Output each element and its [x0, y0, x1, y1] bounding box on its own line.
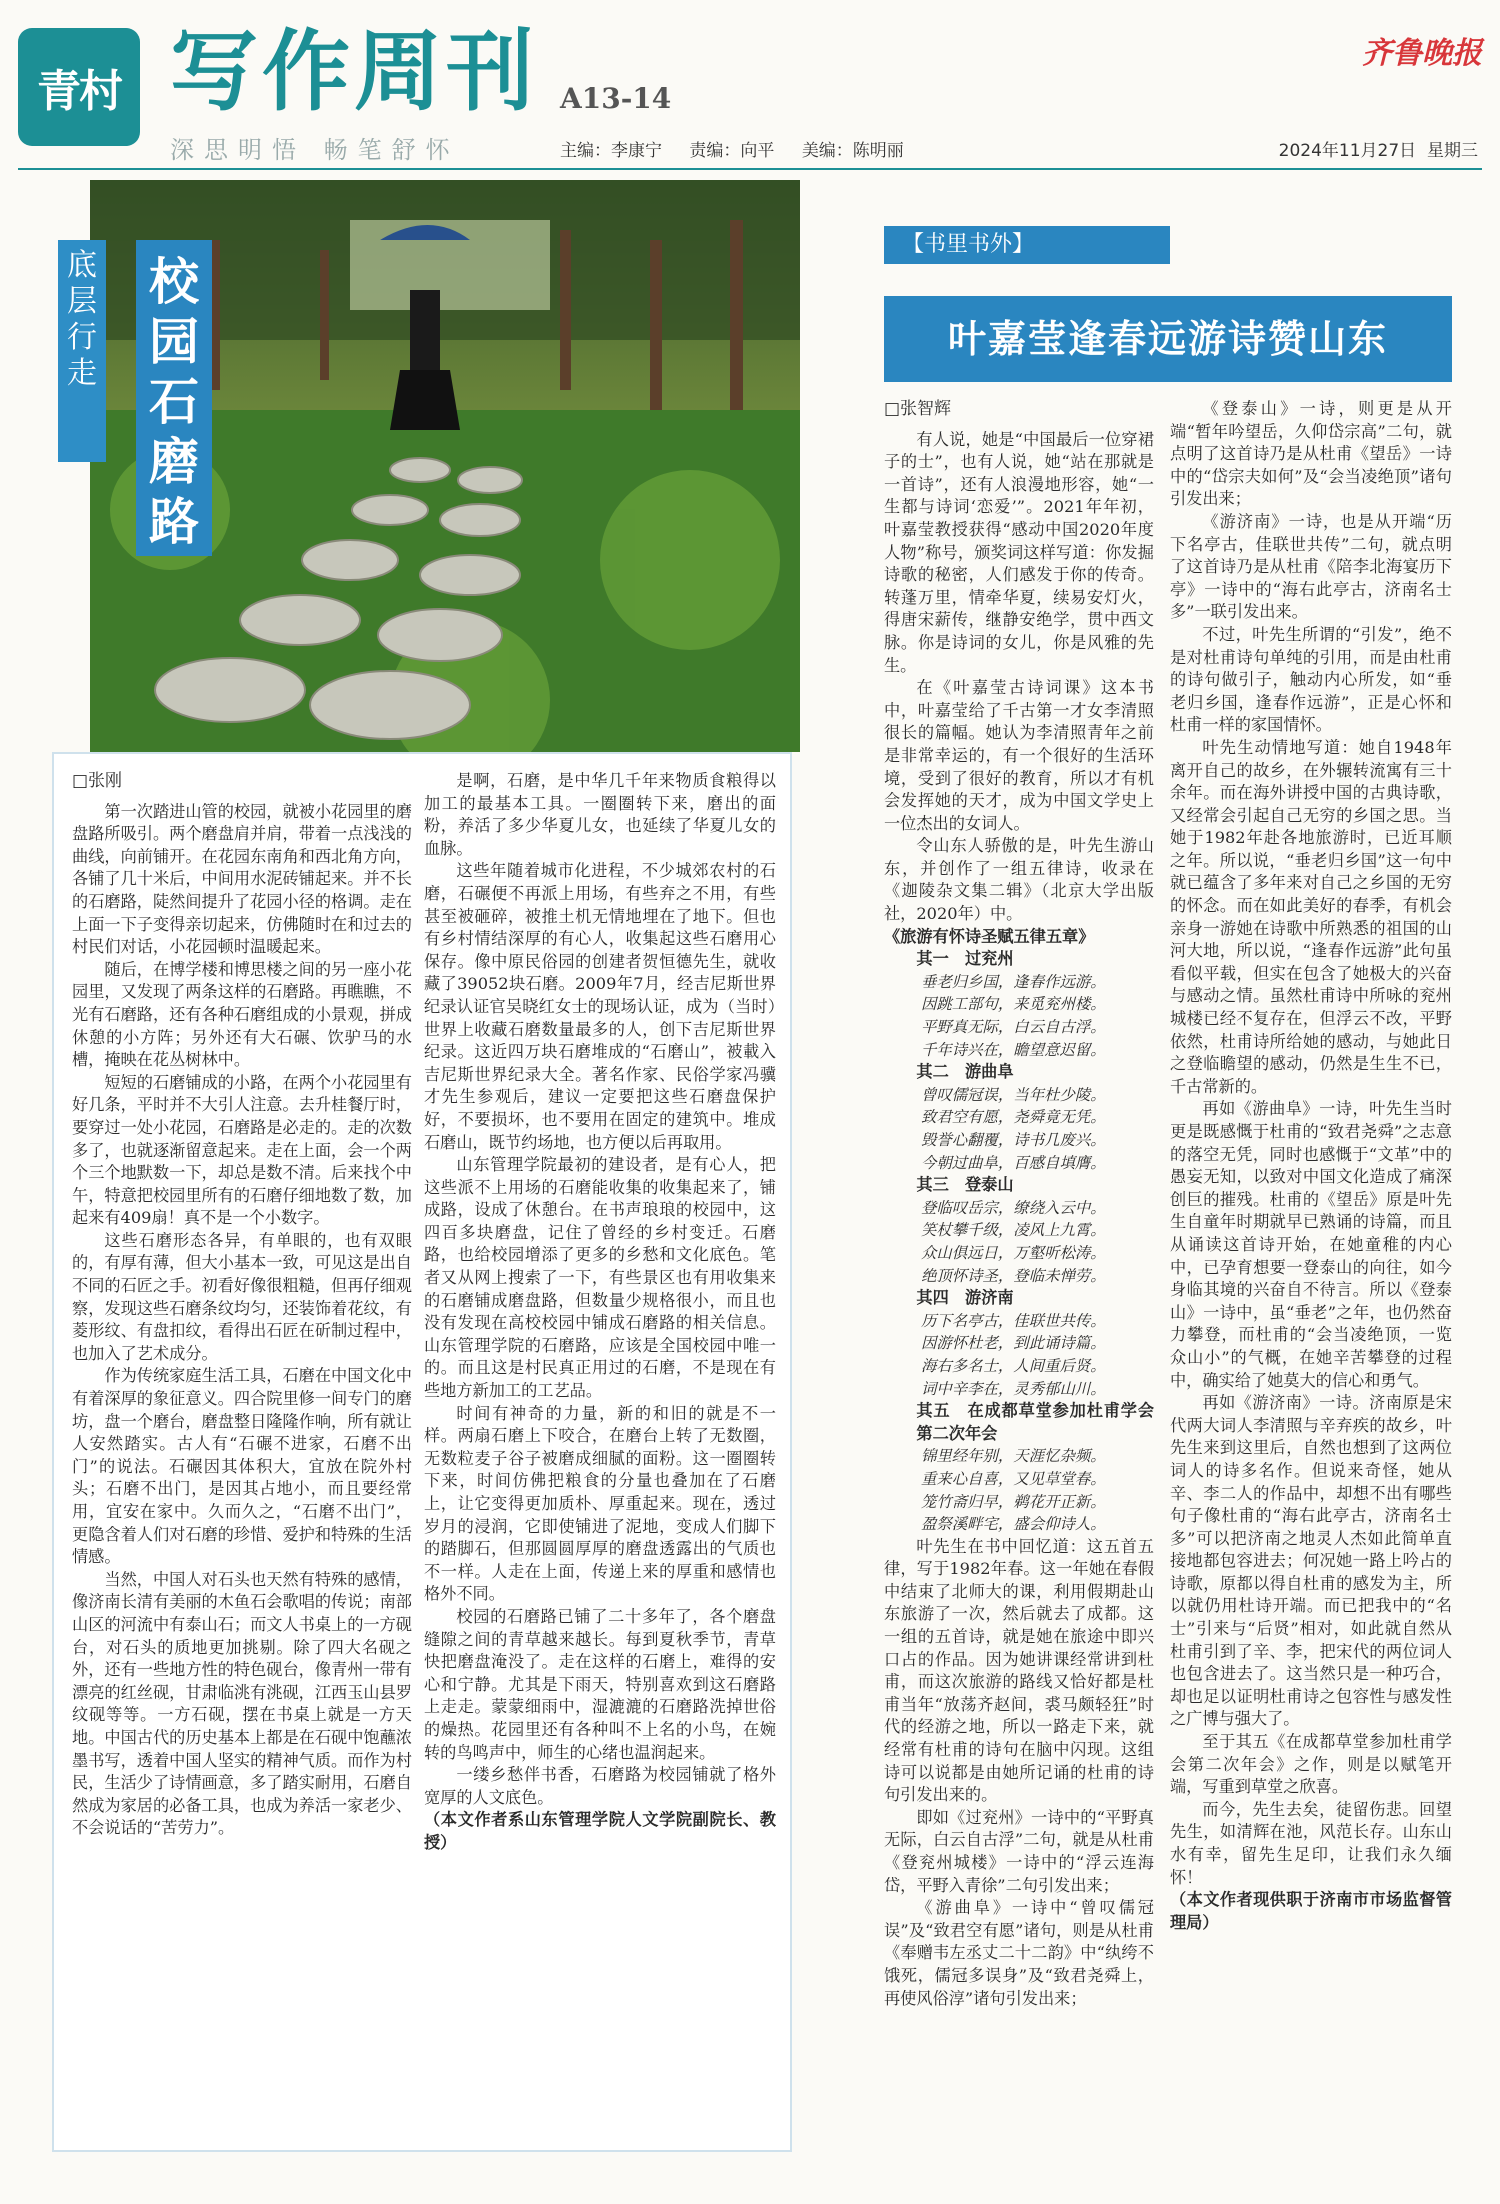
right-article-col2	[1170, 398, 1452, 2188]
left-author: □张刚	[72, 771, 123, 791]
left-article-col1	[72, 770, 412, 2142]
paragraph: 有人说，她是“中国最后一位穿裙子的士”，也有人说，她“站在那就是一首诗”，还有人浪漫地形容，她“一生都与诗词‘恋爱’”。2021年年初，叶嘉莹教授获得“感动中国2020年度人物”称号，颁奖词这样写道：你发掘诗歌的秘密，人们感发于你的传奇。转蓬万里，情牵华夏，续易安灯火，得唐宋薪传，继静安绝学，贯中西文脉。你是诗词的女儿，你是风雅的先生。	[884, 429, 1154, 675]
poem-line: 重来心自喜，又见草堂春。	[920, 1469, 1106, 1488]
paragraph: 令山东人骄傲的是，叶先生游山东，并创作了一组五律诗，收录在《迦陵杂文集二辑》（北京大学出版社，2020年）中。	[884, 836, 1154, 924]
column-tag: 底层行走	[58, 240, 106, 462]
section-tag: 【书里书外】	[884, 226, 1170, 264]
date-text: 2024年11月27日	[1278, 141, 1417, 161]
editor: 主编：李康宁	[560, 141, 662, 161]
poem-line: 绝顶怀诗圣，登临未惮劳。	[920, 1266, 1106, 1285]
poem-line: 千年诗兴在，瞻望意迟留。	[920, 1040, 1106, 1059]
poem-line: 因游怀杜老，到此诵诗篇。	[920, 1334, 1106, 1353]
motto: 深思明悟 畅笔舒怀	[170, 136, 460, 164]
editor-credits	[560, 136, 926, 161]
paragraph: 这些年随着城市化进程，不少城郊农村的石磨，石碾便不再派上用场，有些弃之不用，有些甚至被砸碎，被推土机无情地埋在了地下。但也有乡村情结深厚的有心人，收集起这些石磨用心保存。像中原民俗园的创建者贺恒德先生，就收藏了39052块石磨。2009年7月，经吉尼斯世界纪录认证官吴晓红女士的现场认证，成为（当时）世界上收藏石磨数量最多的人，创下吉尼斯世界纪录。这近四万块石磨堆成的“石磨山”，被載入吉尼斯世界纪录大全。著名作家、民俗学家冯骥才先生参观后，建议一定要把这些石磨盘保护好，不要损坏，也不要用在固定的建筑中。堆成石磨山，既节约场地，也方便以后再取用。	[424, 861, 776, 1152]
poem-line: 盈祭溪畔宅，盛会仰诗人。	[920, 1515, 1106, 1534]
poem-heading: 其四 游济南	[916, 1288, 1014, 1308]
paragraph: 校园的石磨路已铺了二十多年了，各个磨盘缝隙之间的青草越来越长。每到夏秋季节，青草快把磨盘淹没了。走在这样的石磨上，难得的安心和宁静。尤其是下雨天，特别喜欢到这石磨路上走走。蒙蒙细雨中，湿漉漉的石磨路洗掉世俗的燥热。花园里还有各种叫不上名的小鸟，在婉转的鸟鸣声中，师生的心绪也温润起来。	[424, 1606, 776, 1762]
paragraph: 叶先生在书中回忆道：这五首五律，写于1982年春。这一年她在春假中结束了北师大的课，利用假期赴山东旅游了一次，然后就去了成都。这一组的五首诗，就是她在旅途中即兴口占的作品。因为她讲课经常讲到杜甫，而这次旅游的路线又恰好都是杜甫当年“放荡齐赵间，裘马颇轻狂”时代的经游之地，所以一路走下来，就经常有杜甫的诗句在脑中闪现。这组诗可以说都是由她所记诵的杜甫的诗句引发出来的。	[884, 1536, 1154, 1805]
paragraph: 时间有神奇的力量，新的和旧的就是不一样。两扇石磨上下咬合，在磨台上转了无数圈，无数粒麦子谷子被磨成细腻的面粉。这一圈圈转下来，时间仿佛把粮食的分量也叠加在了石磨上，让它变得更加质朴、厚重起来。现在，透过岁月的浸润，它即使铺进了泥地，变成人们脚下的踏脚石，但那圆圆厚厚的磨盘透露出的气质也不一样。人走在上面，传递上来的厚重和感情也格外不同。	[424, 1403, 776, 1604]
right-signature: （本文作者现供职于济南市市场监督管理局）	[1170, 1890, 1452, 1932]
poem-line: 曾叹儒冠误，当年杜少陵。	[920, 1085, 1106, 1104]
paragraph: 而今，先生去矣，徒留伤悲。回望先生，如清辉在池，风范长存。山东山水有幸，留先生足印，让我们永久缅怀！	[1170, 1799, 1452, 1887]
paragraph: 山东管理学院最初的建设者，是有心人，把这些派不上用场的石磨能收集的收集起来了，铺成路，设成了休憩台。在书声琅琅的校园中，这四百多块磨盘，记住了曾经的乡村变迁。石磨路，也给校园增添了更多的乡愁和文化底色。笔者又从网上搜索了一下，有些景区也有用收集来的石磨铺成磨盘路，但数量少规格很小，而且也没有发现在高校校园中铺成石磨路的相关信息。山东管理学院的石磨路，应该是全国校园中唯一的。而且这是村民真正用过的石磨，不是现在有些地方新加工的工艺品。	[424, 1155, 776, 1401]
page-title: 写作周刊	[170, 20, 539, 123]
paragraph: 《登泰山》一诗，则更是从开端“暂年吟望岳，久仰岱宗高”二句，就点明了这首诗乃是从杜甫《望岳》一诗中的“岱宗夫如何”及“会当凌绝顶”诸句引发出来；	[1170, 399, 1452, 509]
paragraph: 是啊，石磨，是中华几千年来物质食粮得以加工的最基本工具。一圈圈转下来，磨出的面粉，养活了多少华夏儿女，也延续了华夏儿女的血脉。	[424, 771, 776, 858]
poem-line: 因跳工部句，来觅兖州楼。	[920, 995, 1106, 1014]
left-article-col2	[424, 770, 776, 2142]
paragraph: 《游曲阜》一诗中“曾叹儒冠误”及“致君空有愿”诸句，则是从杜甫《奉赠韦左丞丈二十二韵》中“纨绔不饿死，儒冠多误身”及“致君尧舜上，再使风俗淳”诸句引发出来；	[884, 1898, 1154, 2008]
masthead-rule	[18, 168, 1482, 170]
poem-line: 笑杖攀千级，凌风上九霄。	[920, 1221, 1106, 1240]
left-signature: （本文作者系山东管理学院人文学院副院长、教授）	[424, 1810, 776, 1852]
poem-heading: 其三 登泰山	[916, 1175, 1014, 1195]
paragraph: 不过，叶先生所谓的“引发”，绝不是对杜甫诗句单纯的引用，而是由杜甫的诗句做引子，触动内心所发，如“垂老归乡国，逢春作远游”，正是心怀和杜甫一样的家国情怀。	[1170, 624, 1452, 735]
poem-heading: 其五 在成都草堂参加杜甫学会第二次年会	[916, 1401, 1154, 1443]
right-article-title: 叶嘉莹逢春远游诗赞山东	[884, 296, 1452, 382]
poem-heading: 其一 过兖州	[916, 949, 1014, 969]
poem-line: 今朝过曲阜，百感自填膺。	[920, 1153, 1106, 1172]
paragraph: 一缕乡愁伴书香，石磨路为校园铺就了格外宽厚的人文底色。	[424, 1765, 776, 1807]
right-author: □张智辉	[884, 399, 952, 419]
paragraph: 这些石磨形态各异，有单眼的，也有双眼的，有厚有薄，但大小基本一致，可见这是出自不同的石匠之手。初看好像很粗糙，但再仔细观察，发现这些石磨条纹均匀，还装饰着花纹，有菱形纹、有盘扣纹，看得出石匠在斫制过程中，也加入了艺术成分。	[72, 1230, 412, 1363]
poem-line: 锦里经年别，天涯忆杂频。	[920, 1447, 1106, 1466]
right-article-col1	[884, 398, 1154, 2188]
paragraph: 即如《过兖州》一诗中的“平野真无际，白云自古浮”二句，就是从杜甫《登兖州城楼》一诗中的“浮云连海岱，平野入青徐”二句引发出来；	[884, 1807, 1154, 1895]
duty-editor: 责编：向平	[689, 141, 775, 161]
paragraph: 在《叶嘉莹古诗词课》这本书中，叶嘉莹给了千古第一才女李清照很长的篇幅。她认为李清照青年之前是非常幸运的，有一个很好的生活环境，受到了很好的教育，所以才有机会发挥她的天才，成为中国文学史上一位杰出的女词人。	[884, 678, 1154, 833]
weekday-text: 星期三	[1427, 141, 1478, 161]
poem-line: 词中辛李在，灵秀郁山川。	[920, 1379, 1106, 1398]
page-number: A13-14	[560, 82, 672, 115]
poem-line: 毁誉心翻覆，诗书几废兴。	[920, 1131, 1106, 1149]
paragraph: 《游济南》一诗，也是从开端“历下名亭古，佳联世共传”二句，就点明了这首诗乃是从杜甫《陪李北海宴历下亭》一诗中的“海右此亭古，济南名士多”一联引发出来。	[1170, 511, 1452, 622]
poem-line: 海右多名士，人间重后贤。	[920, 1356, 1106, 1375]
paragraph: 短短的石磨铺成的小路，在两个小花园里有好几条，平时并不大引人注意。去升桂餐厅时，要穿过一处小花园，石磨路是必走的。走的次数多了，也就逐渐留意起来。走在上面，会一个两个三个地默数一下，却总是数不清。后来找个中午，特意把校园里所有的石磨仔细地数了数，加起来有409扇！真不是一个小数字。	[72, 1072, 412, 1228]
paragraph: 再如《游曲阜》一诗，叶先生当时更是既感慨于杜甫的“致君尧舜”之志意的落空无凭，同时也感慨于“文革”中的愚妄无知，以致对中国文化造成了痛深创巨的摧残。杜甫的《望岳》原是叶先生自童年时期就早已熟诵的诗篇，而且从诵读这首诗开始，在她童稚的内心中，已孕育想要一登泰山的向往，如今身临其境的兴奋自不待言。所以《登泰山》一诗中，虽“垂老”之年，也仍然奋力攀登，而杜甫的“会当凌绝顶，一览众山小”的气概，在她辛苦攀登的过程中，确实给了她莫大的信心和勇气。	[1170, 1099, 1452, 1390]
newspaper-logo: 齐鲁晚报	[1362, 36, 1482, 71]
art-editor: 美编：陈明丽	[801, 141, 904, 161]
paragraph: 至于其五《在成都草堂参加杜甫学会第二次年会》之作，则是以赋笔开端，写重到草堂之欣喜。	[1170, 1732, 1452, 1797]
poem-line: 笼竹斋归早，鹈花开正新。	[920, 1492, 1106, 1511]
paragraph: 第一次踏进山管的校园，就被小花园里的磨盘路所吸引。两个磨盘肩并肩，带着一点浅浅的曲线，向前铺开。在花园东南角和西北角方向，各铺了几十米后，中间用水泥砖铺起来。并不长的石磨路，陡然间提升了花园小径的格调。走在上面一下子变得亲切起来，仿佛随时在和过去的村民们对话，小花园顿时温暖起来。	[72, 801, 412, 957]
poem-line: 众山俱远日，万壑听松涛。	[920, 1243, 1106, 1262]
poem-line: 垂老归乡国，逢春作远游。	[920, 972, 1106, 991]
poem-line: 历下名亭古，佳联世共传。	[920, 1311, 1106, 1330]
paragraph: 当然，中国人对石头也天然有特殊的感情，像济南长清有美丽的木鱼石会歌唱的传说；南部山区的河流中有泰山石；而文人书桌上的一方砚台，对石头的质地更加挑剔。除了四大名砚之外，还有一些地方性的特色砚台，像青州一带有漂亮的红丝砚，甘肃临洮有洮砚，江西玉山县罗纹砚等等。一方石砚，摆在书桌上就是一方天地。中国古代的历史基本上都是在石砚中饱蘸浓墨书写，透着中国人坚实的精神气质。而作为村民，生活少了诗情画意，多了踏实耐用，石磨自然成为家居的必备工具，也成为养活一家老少、不会说话的“苦劳力”。	[72, 1569, 412, 1838]
poem-line: 致君空有愿，尧舜竟无凭。	[920, 1108, 1106, 1127]
poem-group-title: 《旅游有怀诗圣赋五律五章》	[884, 926, 1095, 946]
poem-heading: 其二 游曲阜	[916, 1062, 1014, 1082]
paragraph: 叶先生动情地写道：她自1948年离开自己的故乡，在外辗转流寓有三十余年。而在海外讲授中国的古典诗歌，又经常会引起自己无穷的乡国之思。当她于1982年赴各地旅游时，已近耳顺之年。所以说，“垂老归乡国”这一句中就已蕴含了多年来对自己之乡国的无穷的怀念。而在如此美好的春季，有机会亲身一游她在诗歌中所熟悉的祖国的山河大地，所以说，“逢春作远游”此句虽看似平载，但实在包含了她极大的兴奋与感动之情。虽然杜甫诗中所咏的兖州城楼已经不复存在，但浮云不改，平野依然，杜甫诗所给她的感动，与她此日之登临瞻望的感动，仍然是生生不已，千古常新的。	[1170, 737, 1452, 1096]
left-article-title: 校园石磨路	[136, 240, 212, 556]
paragraph: 再如《游济南》一诗。济南原是宋代两大词人李清照与辛弃疾的故乡，叶先生来到这里后，自然也想到了这两位词人的诗多名作。但说来奇怪，她从辛、李二人的作品中，却想不出有哪些句子像杜甫的“海右此亭古，济南名士多”可以把济南之地灵人杰如此简单直接地都包容进去；何况她一路上吟占的诗歌，原都以得自杜甫的感发为主，所以就仍用杜诗开端。而已把我中的“名士”引来与“后贤”相对，如此就自然从杜甫引到了辛、李，把宋代的两位词人也包含进去了。这当然只是一种巧合，却也足以证明杜甫诗之包容性与感发性之广博与强大了。	[1170, 1393, 1452, 1729]
paragraph: 作为传统家庭生活工具，石磨在中国文化中有着深厚的象征意义。四合院里修一间专门的磨坊，盘一个磨台，磨盘整日隆隆作响，所有就让人安然踏实。古人有“石碾不进家，石磨不出门”的说法。石碾因其体积大，宜放在院外村头；石磨不出门，是因其占地小，而且要经常用，宜安在家中。久而久之，“石磨不出门”，更隐含着人们对石磨的珍惜、爱护和特殊的生活情感。	[72, 1366, 412, 1567]
column-logo: 青村	[18, 28, 140, 146]
issue-date	[1279, 136, 1478, 161]
paragraph: 随后，在博学楼和博思楼之间的另一座小花园里，又发现了两条这样的石磨路。再瞧瞧，不光有石磨路，还有各种石磨组成的小景观，拼成休憩的小方阵；另外还有大石碾、饮驴马的水槽，掩映在花丛树林中。	[72, 959, 412, 1070]
poem-line: 平野真无际，白云自古浮。	[920, 1018, 1106, 1037]
poem-line: 登临叹岳宗，缭绕入云中。	[920, 1198, 1106, 1217]
